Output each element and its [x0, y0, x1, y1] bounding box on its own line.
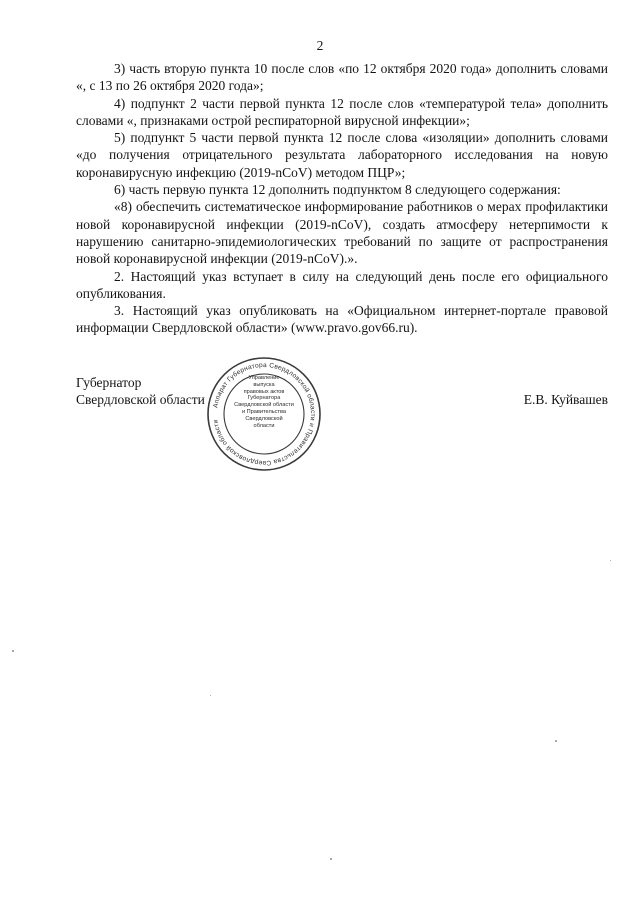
signatory-title — [76, 374, 205, 409]
amendment-paragraph-4: 4) подпункт 2 части первой пункта 12 после слов «температурой тела» дополнить словами «, признаками острой респираторной вирусной инфекции»; — [76, 95, 608, 128]
effective-date-paragraph: 2. Настоящий указ вступает в силу на следующий день после его официального опубликования. — [76, 268, 608, 301]
stamp-line: Свердловской области — [234, 402, 294, 409]
stamp-line: области — [253, 422, 275, 429]
stamp-line: правовых актов — [243, 388, 285, 395]
stamp-line: Свердловской — [245, 415, 283, 422]
signatory-name: Е.В. Куйвашев — [523, 392, 608, 407]
page-number: 2 — [316, 38, 324, 53]
document-body — [76, 60, 608, 337]
scan-speck — [555, 740, 557, 742]
publication-paragraph: 3. Настоящий указ опубликовать на «Официальном интернет-портале правовой информации Свердловской области» (www.pravo.gov66.ru). — [76, 303, 608, 336]
new-subitem-8-paragraph: «8) обеспечить систематическое информирование работников о мерах профилактики новой коронавирусной инфекции (2019-nCoV), создать атмосферу нетерпимости к нарушению санитарно-эпидемиологических требований по защите от распространения новой коронавирусной инфекции (2019-nCoV).». — [76, 199, 608, 267]
stamp-line: и Правительства — [242, 408, 286, 415]
signatory-title-line-2: Свердловской области — [76, 392, 205, 408]
amendment-paragraph-5: 5) подпункт 5 части первой пункта 12 после слова «изоляции» дополнить словами «до получения отрицательного результата лабораторного исследования на новую коронавирусную инфекцию (2019-nCoV) методом ПЦР»; — [76, 130, 608, 180]
stamp-ring-text: Аппарат Губернатора Свердловской области и Правительства Свердловской области — [212, 361, 317, 467]
signature-block — [76, 361, 608, 467]
stamp-line: выпуска — [253, 381, 275, 388]
scan-speck — [330, 858, 332, 860]
scan-speck — [12, 650, 14, 652]
signatory-title-line-1: Губернатор — [76, 375, 142, 390]
scan-speck — [210, 695, 211, 696]
stamp-line: Губернатора — [247, 395, 281, 402]
official-stamp — [206, 356, 322, 472]
amendment-paragraph-6: 6) часть первую пункта 12 дополнить подпунктом 8 следующего содержания: — [114, 182, 561, 198]
scan-speck — [610, 560, 611, 561]
amendment-paragraph-3: 3) часть вторую пункта 10 после слов «по 12 октября 2020 года» дополнить словами «, с 13 по 26 октября 2020 года»; — [76, 61, 608, 94]
stamp-line: Управление — [248, 375, 280, 381]
stamp-center-text — [228, 375, 300, 429]
